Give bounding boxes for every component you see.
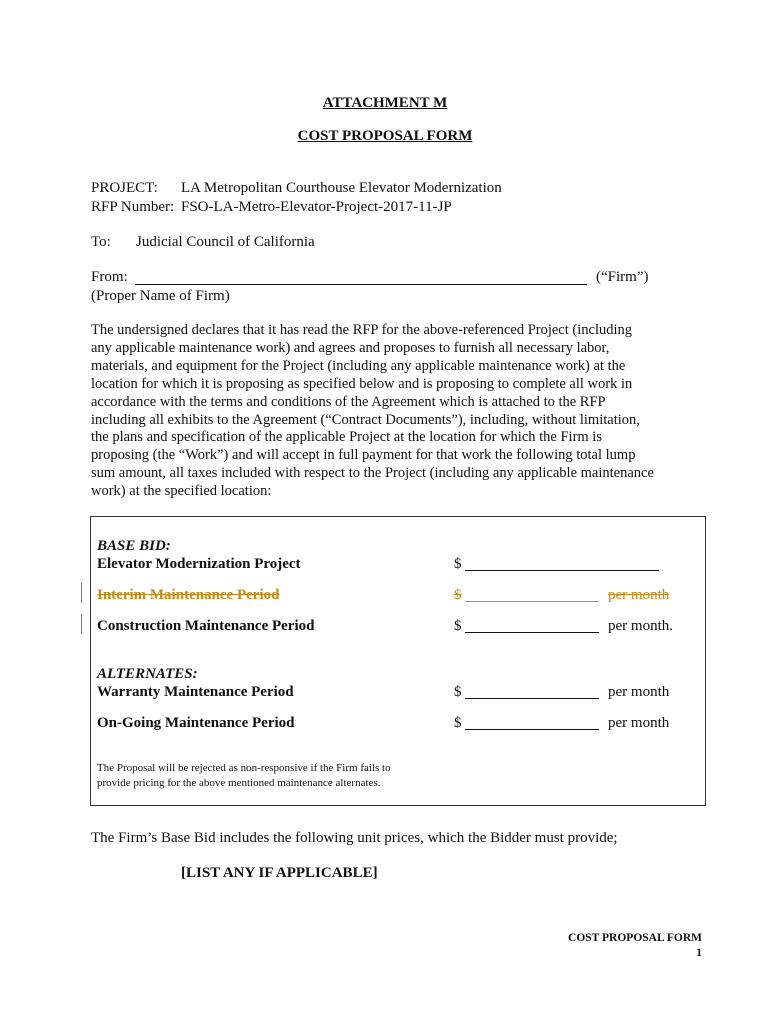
ongoing-price-field[interactable]	[465, 716, 599, 730]
attachment-title: ATTACHMENT M	[322, 95, 448, 111]
base-bid-heading: BASE BID:	[97, 538, 171, 554]
change-bar	[81, 614, 82, 634]
elevator-project-label: Elevator Modernization Project	[97, 556, 301, 572]
firm-name-field[interactable]	[135, 270, 587, 285]
unit-prices-text: The Firm’s Base Bid includes the following unit prices, which the Bidder must provide;	[91, 830, 618, 846]
alternates-heading: ALTERNATES:	[97, 666, 198, 682]
project-value: LA Metropolitan Courthouse Elevator Modernization	[181, 180, 502, 196]
firm-label: (“Firm”)	[596, 269, 649, 285]
construction-price-field[interactable]	[465, 619, 599, 633]
form-title: COST PROPOSAL FORM	[297, 128, 473, 144]
to-value: Judicial Council of California	[136, 234, 315, 250]
dollar-sign: $	[454, 618, 462, 634]
interim-price-field[interactable]	[465, 588, 599, 602]
change-bar	[81, 583, 82, 603]
from-label: From:	[91, 269, 128, 285]
construction-maintenance-label: Construction Maintenance Period	[97, 618, 315, 634]
interim-maintenance-label: Interim Maintenance Period	[97, 587, 280, 603]
dollar-sign: $	[454, 587, 462, 603]
dollar-sign: $	[454, 556, 462, 572]
rejection-note: The Proposal will be rejected as non-responsive if the Firm fails to provide pricing for the above mentioned maintenance alternates.	[97, 762, 391, 789]
project-label: PROJECT:	[91, 180, 158, 196]
rfp-value: FSO-LA-Metro-Elevator-Project-2017-11-JP	[181, 199, 452, 215]
warranty-price-field[interactable]	[465, 685, 599, 699]
warranty-unit: per month	[608, 684, 670, 700]
page-number: 1	[696, 947, 702, 959]
dollar-sign: $	[454, 715, 462, 731]
interim-unit: per month	[608, 587, 670, 603]
list-placeholder: [LIST ANY IF APPLICABLE]	[181, 865, 378, 881]
warranty-maintenance-label: Warranty Maintenance Period	[97, 684, 294, 700]
ongoing-maintenance-label: On-Going Maintenance Period	[97, 715, 295, 731]
elevator-price-field[interactable]	[465, 557, 659, 571]
to-label: To:	[91, 234, 111, 250]
rfp-label: RFP Number:	[91, 199, 175, 215]
dollar-sign: $	[454, 684, 462, 700]
footer-form-name: COST PROPOSAL FORM	[568, 932, 702, 944]
declaration-paragraph: The undersigned declares that it has read the RFP for the above-referenced Project (including any applicable maintenance work) and agrees and proposes to furnish all necessary labor, materials, and equipment for the Project (including any applicable maintenance work) at the location for which it is proposing as specified below and is proposing to complete all work in accordance with the terms and conditions of the Agreement which is attached to the RFP including all exhibits to the Agreement (“Contract Documents”), including, without limitation, the plans and specification of the applicable Project at the location for which the Firm is proposing (the “Work”) and will accept in full payment for that work the following total lump sum amount, all taxes included with respect to the Project (including any applicable maintenance work) at the specified location:	[91, 322, 654, 500]
proper-name-label: (Proper Name of Firm)	[91, 288, 230, 304]
ongoing-unit: per month	[608, 715, 670, 731]
construction-unit: per month.	[608, 618, 673, 634]
